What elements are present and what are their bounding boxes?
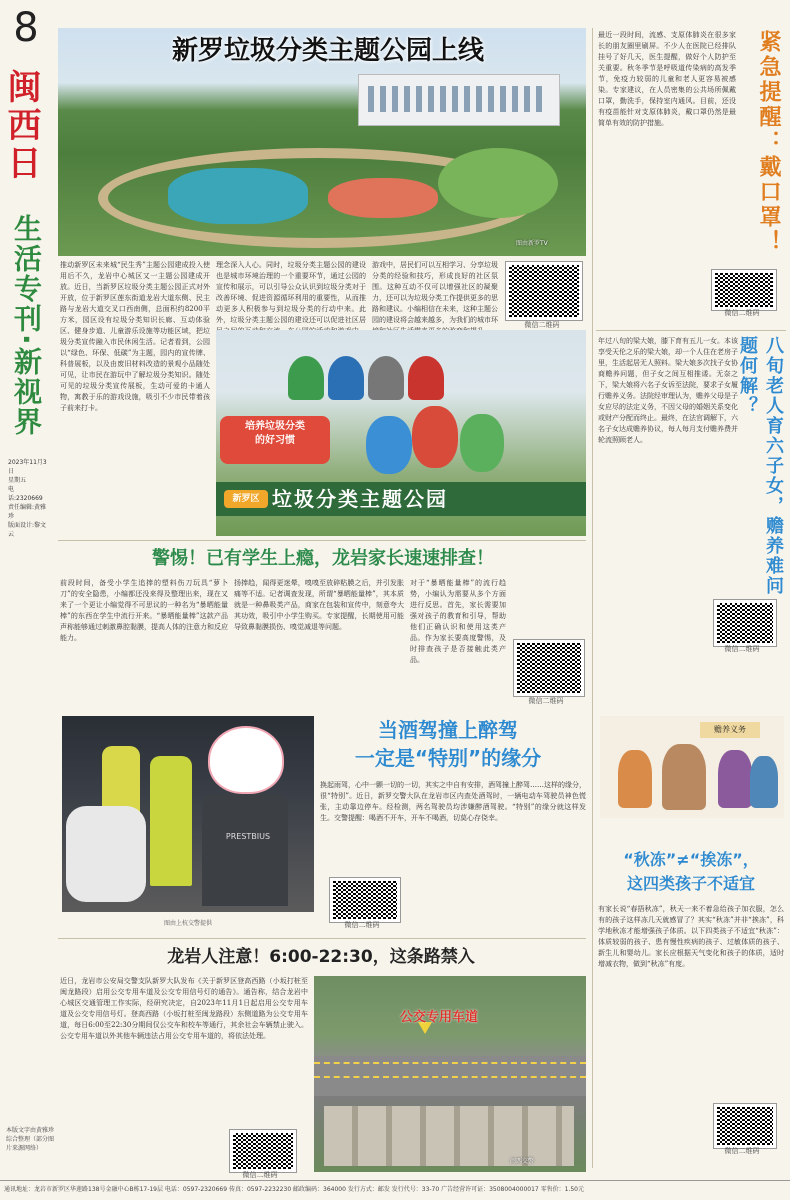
banner-district: 新罗区	[224, 490, 268, 508]
story1-photo-credit: 图由新罗TV	[516, 240, 548, 247]
police-officer-2	[150, 756, 192, 886]
story5-body: 最近一段时间，流感、支原体肺炎在很多家长的朋友圈里刷屏。不少人在医院已经排队挂号了好几天，医生提醒，做好个人防护至关重要。秋冬季节是呼吸道传染病的高发季节，免疫力较弱的儿童和老人更容易被感染。专家建议，在人员密集的公共场所佩戴口罩，勤洗手，保持室内通风。目前，还没有疫苗能针对支原体肺炎，戴口罩仍然是最简单有效的防护措施。	[598, 31, 736, 127]
police-photo	[62, 716, 314, 912]
paper-name-logo: 闽西日	[1, 69, 41, 183]
recycle-sign-gray	[368, 356, 404, 400]
story2-col3: 对于“暴晒能量棒”的流行趋势，小编认为需要从多个方面进行反思。首先，家长需要加强对孩子的教育和引导，帮助他们正确认识和使用这类产品。作为家长要高度警惕，及时排查孩子是否接触此类产品。	[410, 579, 506, 664]
bus-lane-marking	[314, 1062, 586, 1078]
park-lawn	[438, 148, 558, 218]
story1-col2: 理念深入人心。同时，垃圾分类主题公园的建设也是城市环境治理的一个重要环节，通过公园的宣传和展示，可以引导公众认识到垃圾分类对于改善环境、促进资源循环利用的重要性，从而推动更多人积极参与到垃圾分类的行动中来。此外，垃圾分类主题公园的建设还可以促进社区居	[216, 261, 366, 324]
banner-tag	[220, 416, 330, 464]
elderly-cartoon	[600, 716, 784, 818]
park-banner-photo	[216, 330, 586, 536]
mascot-blue	[366, 416, 412, 474]
issue-weekday: 星期五	[8, 477, 27, 484]
story4-qr-caption: 微信二维码	[242, 1171, 278, 1179]
cartoon-cat-face	[208, 726, 284, 794]
story5-sidebar-title: 紧急提醒：戴口罩！	[756, 30, 781, 255]
banner-title: 垃圾分类主题公园	[272, 487, 448, 511]
story7-qr-code[interactable]	[714, 1104, 776, 1148]
recycle-sign-blue	[328, 356, 364, 400]
story1-qr-code[interactable]	[506, 262, 582, 320]
story2-qr-caption: 微信二维码	[528, 697, 564, 705]
scooter	[66, 806, 146, 902]
story4-divider	[58, 938, 586, 939]
story3-body: 换起雨驾，心中一颤一切的一切，其实之中自有安排，酒驾撞上醉驾……这样的缘分，很“特别”。近日，新罗交警大队在龙岩市区内查处酒驾时，一辆电动车驾驶员神色慌张，主动靠边停车。经检测，两名驾驶员均涉嫌醉酒驾驶。“特别”的缘分就这样发生。交警提醒：喝酒不开车，开车不喝酒，切莫心存侥幸。	[320, 781, 586, 822]
story2-col1: 前段时间，备受小学生追捧的塑料伤刀玩具“萝卜刀”的安全隐患，小编都还没来得及整理出来，现在又来了一个更让小编觉得不可思议的一种名为“暴晒能量棒”的东西在学生中流行开来。“暴晒能量棒”这款产品声称能够通过刺激鼻腔黏膜，提高人体的注意力和反应能力。	[60, 579, 228, 642]
issue-editor: 责任编辑:黄雅珍	[8, 504, 47, 520]
story2-qr-code[interactable]	[514, 640, 584, 696]
bus-lane-photo	[314, 976, 586, 1172]
recycle-sign-red	[408, 356, 444, 400]
story7-title-line2: 这四类孩子不适宜	[626, 874, 755, 893]
right-column-divider	[592, 28, 593, 1168]
banner-tag-line1: 培养垃圾分类	[245, 421, 305, 432]
story1-title: 新罗垃圾分类主题公园上线	[171, 36, 484, 66]
story7-qr-caption: 微信二维码	[724, 1147, 760, 1155]
footer-left-note: 本版文字由黄雅珍综合整理（部分图片来源网络）	[6, 1127, 55, 1152]
story5-qr-code[interactable]	[712, 270, 776, 310]
mascot-green	[460, 414, 504, 472]
story6-body: 年过八旬的梁大娘，膝下育有五儿一女。本该享受天伦之乐的梁大娘，却一个人住在老房子里，生活起居无人照料。梁大娘多次找子女协商赡养问题，但子女之间互相推诿。无奈之下，梁大娘将六名子女诉至法院，要求子女履行赡养义务。法院经审理认为，赡养父母是子女应尽的法定义务，不因父母的婚姻关系变化或财产分配而终止。最终，在法官调解下，六名子女达成赡养协议，每人每月支付赡养费并轮流照顾老人。	[598, 337, 738, 444]
story4-title: 龙岩人注意！6:00-22:30，这条路禁入	[167, 947, 475, 967]
suspect-shirt	[202, 794, 288, 906]
cartoon-elder	[662, 744, 706, 810]
footer-divider	[0, 1180, 790, 1181]
park-playground	[168, 168, 308, 224]
suspect-shirt-text: PRESTBIUS	[225, 832, 271, 841]
section-title: 生活专刊·新视界	[10, 214, 43, 437]
story4-qr-code[interactable]	[230, 1130, 296, 1172]
park-playground-2	[328, 178, 438, 218]
banner-tag-line2: 的好习惯	[255, 435, 295, 446]
footer-text: 通讯地址：龙岩市新罗区华莲路138号金融中心B栋17-19层 电话：0597-2320669 传真：0597-2232230 邮政编码：364000 发行方式：邮发 发行代号：33-70 广告经营许可证：3508004000017 零售价：1.50元	[4, 1186, 584, 1193]
story3-qr-code[interactable]	[330, 878, 400, 922]
story1-col1: 推动新罗区未来城“民生秀”主题公园建成投入使用后不久，龙岩中心城区又一主题公园建成开放。近日，当新罗区垃圾分类主题公园正式对外开放，位于新罗区莲东街道龙岩大道东侧、民主路与龙岩大道交叉口西南侧，总面积约8200平方米，园区设有垃圾分类知识长廊、互动体验区、健身步道、儿童游乐设施等功能区域，把垃圾分类宣传融入市民休闲生活。记者看到，公园以“绿色、环保、低碳”为主题，园内的宣传牌、科普展板，以及由废旧材料改造的景观小品随处可见，让市民在游玩中了解垃圾分类知识。随处可见的垃圾分类宣传展板，生动可爱的卡通人物，寓教于乐的游戏设施，吸引不少市民带着孩子前来打卡。	[60, 261, 210, 412]
story3-title-line2: 一定是“特别”的缘分	[354, 746, 542, 770]
park-building-windows	[368, 86, 548, 112]
story2-divider	[58, 540, 586, 541]
story6-qr-code[interactable]	[714, 600, 776, 646]
cartoon-child-3	[750, 756, 778, 808]
issue-designer: 版面设计:黎文云	[8, 522, 47, 538]
bus-lane-credit: 闽西交警	[510, 1158, 535, 1165]
issue-info	[8, 458, 48, 539]
story7-title-line1: “秋冻”≠“挨冻”，	[623, 850, 759, 869]
story3-title	[320, 716, 576, 776]
story6-sidebar-title: 八旬老人育六子女，赡养难问题何解？	[737, 336, 784, 596]
story1-qr-caption: 微信二维码	[524, 321, 560, 329]
issue-date: 2023年11月3日	[8, 459, 47, 475]
story6-divider	[596, 330, 786, 331]
mascot-red	[412, 406, 458, 468]
story1-col3: 游戏中，居民们可以互相学习、分享垃圾分类的经验和技巧，形成良好的社区氛围。这种互动不仅可以增强社区的凝聚力，还可以为垃圾分类工作提供更多的思路和建议。小编相信在未来，这种主题公园的建设将会越来越多，为我们的城市环	[372, 261, 498, 324]
story2-title: 警惕！已有学生上瘾，龙岩家长速速排查！	[152, 548, 494, 569]
story3-photo-caption: 图由上杭交警提供	[163, 920, 212, 927]
story3-title-line1: 当酒驾撞上醉驾	[378, 718, 518, 742]
story7-title	[596, 848, 786, 900]
story5-qr-caption: 微信二维码	[724, 309, 760, 317]
cartoon-sign: 赡养义务	[700, 722, 760, 738]
story6-qr-caption: 微信二维码	[724, 645, 760, 653]
cartoon-child-2	[718, 750, 752, 808]
story3-qr-caption: 微信二维码	[344, 921, 380, 929]
issue-phone: 电话:2320669	[8, 486, 43, 502]
story7-body: 有家长说“春捂秋冻”，秋天一来不着急给孩子加衣服，怎么有的孩子这样冻几天就感冒了？其实“秋冻”并非“挨冻”，科学地秋冻才能增强孩子体质。以下四类孩子不适宜“秋冻”：体质较弱的孩子、患有慢性疾病的孩子、过敏体质的孩子、新生儿和婴幼儿。家长应根据天气变化和孩子的体质，适时增减衣物，做到“秋冻”有度。	[598, 905, 784, 968]
story2-col2: 扬捧趋，闻得更迷晕，嗅嗅至放碎粘膜之后，并引发胀痛等不适。记者调查发现，所谓“暴晒能量棒”，其本质就是一种鼻吸类产品，商家在包装和宣传中，刻意夸大其功效，吸引中小学生购买。专家提醒，长期使用可能导致鼻黏膜损伤、嗅觉减退等问题。	[234, 579, 404, 631]
recycle-sign-green	[288, 356, 324, 400]
story4-body: 近日，龙岩市公安局交警支队新罗大队发布《关于新罗区登高西路（小坂打桩至闽龙路段）启用公交专用车道及公交专用信号灯的通告》。通告称，结合龙岩中心城区交通管理工作实际，经研究决定，自2023年11月1日起启用公交专用车道及公交专用信号灯。登高西路（小坂打桩至闽龙路段）东侧道路为公交专用车道，每日6:00至22:30分期间仅公交车和校车等通行，其余社会车辆禁止驶入。公交专用车道以外其他车辆违法占用公交专用车道的，将依法处理。	[60, 977, 308, 1040]
page-number: 8	[13, 5, 39, 51]
bus-lane-label: 公交专用车道	[400, 1010, 479, 1025]
cartoon-child-1	[618, 750, 652, 808]
